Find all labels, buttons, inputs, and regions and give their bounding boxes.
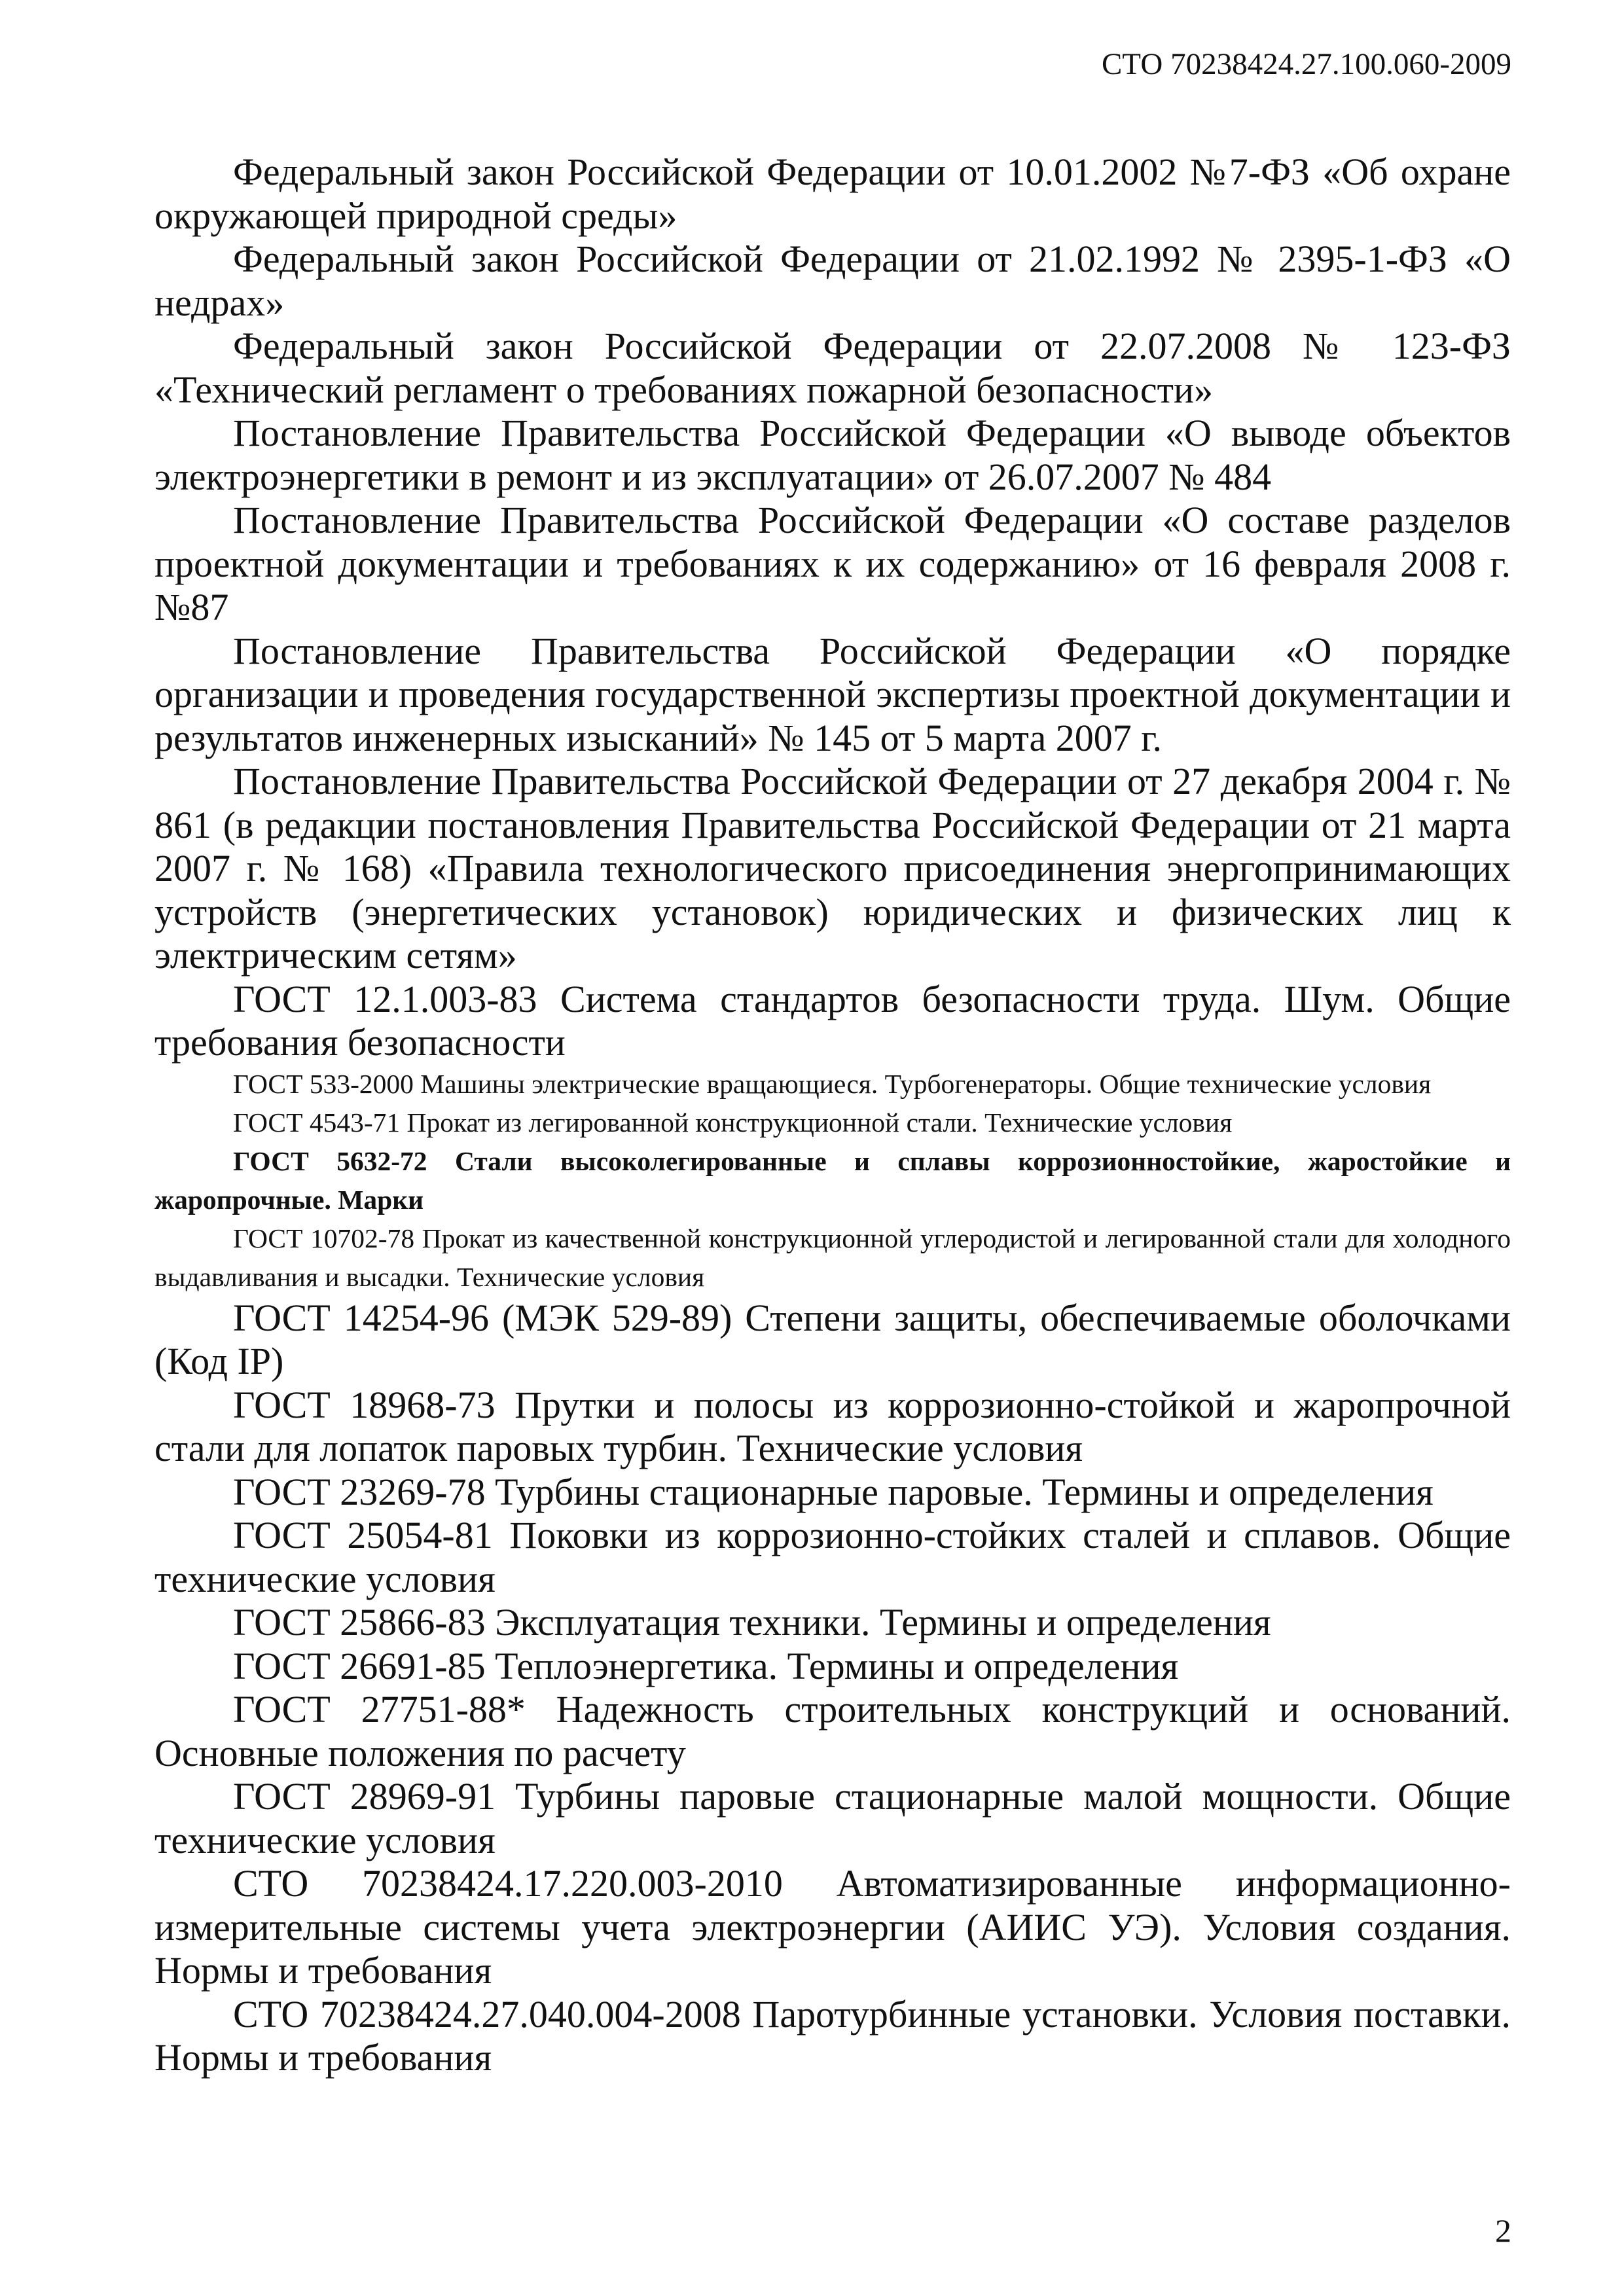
reference-item: Постановление Правительства Российской Федерации «О выводе объектов электроэнергетики в ремонт и из эксплуатации» от 26.07.2007 № 484 (154, 412, 1511, 498)
reference-item: ГОСТ 23269-78 Турбины стационарные паровые. Термины и определения (233, 1470, 1434, 1513)
reference-item: Постановление Правительства Российской Федерации от 27 декабря 2004 г. № 861 (в редакции постановления Правительства Российской Федерации от 21 марта 2007 г. № 168) «Правила технологического присоединения энергопринимающих устройств (энергетических установок) юридических и физических лиц к электрическим сетям» (154, 760, 1511, 977)
reference-item: ГОСТ 26691-85 Теплоэнергетика. Термины и определения (233, 1644, 1179, 1687)
reference-item: Федеральный закон Российской Федерации от 21.02.1992 № 2395-1-ФЗ «О недрах» (154, 238, 1511, 324)
document-code: СТО 70238424.27.100.060-2009 (1101, 47, 1511, 81)
reference-item: ГОСТ 12.1.003-83 Система стандартов безопасности труда. Шум. Общие требования безопасности (154, 977, 1511, 1064)
reference-item: ГОСТ 25866-83 Эксплуатация техники. Термины и определения (233, 1601, 1271, 1643)
reference-item: ГОСТ 25054-81 Поковки из коррозионно-стойких сталей и сплавов. Общие технические условия (154, 1514, 1511, 1600)
reference-item: СТО 70238424.27.040.004-2008 Паротурбинные установки. Условия поставки. Нормы и требования (154, 1992, 1511, 2079)
page-number: 2 (1495, 2212, 1511, 2249)
reference-item: Постановление Правительства Российской Федерации «О порядке организации и проведения государственной экспертизы проектной документации и результатов инженерных изысканий» № 145 от 5 марта 2007 г. (154, 629, 1511, 759)
reference-item: ГОСТ 10702-78 Прокат из качественной конструкционной углеродистой и легированной стали для холодного выдавливания и высадки. Технические условия (154, 1223, 1511, 1292)
reference-item: ГОСТ 27751-88* Надежность строительных конструкций и оснований. Основные положения по расчету (154, 1688, 1511, 1774)
reference-item: Постановление Правительства Российской Федерации «О составе разделов проектной документации и требованиях к их содержанию» от 16 февраля 2008 г. №87 (154, 499, 1511, 628)
reference-item: ГОСТ 18968-73 Прутки и полосы из коррозионно-стойкой и жаропрочной стали для лопаток паровых турбин. Технические условия (154, 1383, 1511, 1469)
reference-item: СТО 70238424.17.220.003-2010 Автоматизированные информационно-измерительные системы учета электроэнергии (АИИС УЭ). Условия создания. Нормы и требования (154, 1862, 1511, 1992)
normative-references (154, 151, 1511, 2080)
reference-item-bold: ГОСТ 5632-72 Стали высоколегированные и сплавы коррозионностойкие, жаростойкие и жаропрочные. Марки (154, 1145, 1511, 1215)
reference-item: Федеральный закон Российской Федерации от 10.01.2002 №7-ФЗ «Об охране окружающей природной среды» (154, 151, 1511, 237)
reference-item: ГОСТ 14254-96 (МЭК 529-89) Степени защиты, обеспечиваемые оболочками (Код IP) (154, 1296, 1511, 1382)
reference-item: ГОСТ 4543-71 Прокат из легированной конструкционной стали. Технические условия (233, 1107, 1233, 1138)
reference-item: Федеральный закон Российской Федерации от 22.07.2008 № 123-ФЗ «Технический регламент о требованиях пожарной безопасности» (154, 325, 1511, 411)
reference-item: ГОСТ 533-2000 Машины электрические вращающиеся. Турбогенераторы. Общие технические условия (233, 1068, 1432, 1099)
reference-item: ГОСТ 28969-91 Турбины паровые стационарные малой мощности. Общие технические условия (154, 1775, 1511, 1861)
